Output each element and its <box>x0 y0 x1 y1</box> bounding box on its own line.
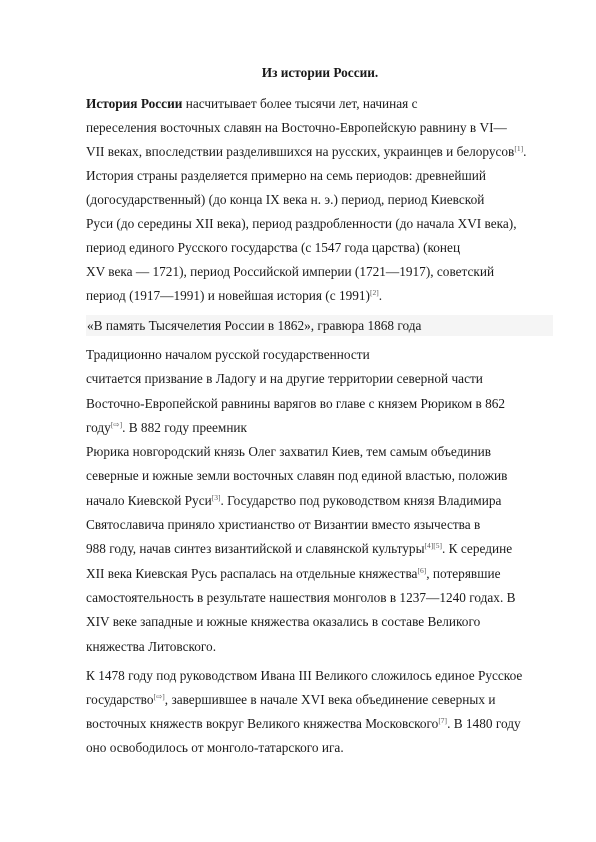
text-line: (догосударственный) (до конца IX века н. э.) период, период Киевской <box>86 192 485 207</box>
bold-term[interactable]: История России <box>86 96 183 111</box>
text-line <box>86 712 554 736</box>
text-line: XIV веке западные и южные княжества оказались в составе Великого <box>86 614 481 630</box>
text-run: период (1917—1991) и новейшая история (с 1991) <box>86 288 370 303</box>
text-line: переселения восточных славян на Восточно-Европейскую равнину в VI— <box>86 120 507 135</box>
text-line: Традиционно началом русской государственности <box>86 347 370 362</box>
footnote-ref[interactable]: [⇨] <box>153 692 165 701</box>
text-run: , завершившее в начале XVI века объединение северных и <box>164 692 496 707</box>
text-line: Святославича приняло христианство от Византии вместо язычества в <box>86 517 481 533</box>
text-line: История страны разделяется примерно на семь периодов: древнейший <box>86 168 486 183</box>
footnote-ref[interactable]: [6] <box>417 565 427 575</box>
text-run: . В 1480 году <box>447 716 521 731</box>
text-line: XV века — 1721), период Российской империи (1721—1917), советский <box>86 264 495 279</box>
text-run: 988 году, начав синтез византийской и славянской культуры <box>86 541 425 557</box>
text-line: период единого Русского государства (с 1547 года царства) (конец <box>86 240 461 255</box>
image-caption: «В память Тысячелетия России в 1862», гравюра 1868 года <box>86 315 553 336</box>
text-line <box>86 688 554 712</box>
text-line: К 1478 году под руководством Ивана III Великого сложилось единое Русское <box>86 668 523 683</box>
text-run: году <box>86 419 111 435</box>
text-run: насчитывает более тысячи лет, начиная с <box>182 96 418 111</box>
text-run: , потерявшие <box>426 565 501 581</box>
text-line <box>86 416 554 440</box>
text-line: Руси (до середины XII века), период раздробленности (до начала XVI века), <box>86 216 517 231</box>
text-line: северные и южные земли восточных славян под единой властью, положив <box>86 468 508 484</box>
text-line <box>86 537 554 561</box>
text-line: Восточно-Европейской равнины варягов во главе с князем Рюриком в 862 <box>86 395 506 411</box>
text-line <box>86 140 554 164</box>
text-run: . <box>523 144 527 159</box>
text-line: Рюрика новгородский князь Олег захватил Киев, тем самым объединив <box>86 444 491 460</box>
text-line: княжества Литовского. <box>86 638 217 654</box>
text-run: . <box>378 288 383 303</box>
footnote-ref[interactable]: [4][5] <box>424 541 443 551</box>
paragraph-unification <box>86 664 554 760</box>
text-run: . В 882 году преемник <box>122 419 248 435</box>
text-line <box>86 92 554 116</box>
text-line: самостоятельность в результате нашествия монголов в 1237—1240 годах. В <box>86 589 516 605</box>
text-run: XII века Киевская Русь распалась на отдельные княжества <box>86 565 418 581</box>
footnote-ref[interactable]: [⇨] <box>110 419 123 429</box>
footnote-ref[interactable]: [1] <box>514 144 524 153</box>
text-line <box>86 562 554 586</box>
text-run: . К середине <box>442 541 513 557</box>
text-run: государство <box>86 692 154 707</box>
text-line: считается призвание в Ладогу и на другие территории северной части <box>86 371 483 387</box>
paragraph-intro <box>86 92 554 308</box>
footnote-ref[interactable]: [7] <box>438 716 448 725</box>
text-run: . Государство под руководством князя Владимира <box>220 492 502 508</box>
text-run: восточных княжеств вокруг Великого княжества Московского <box>86 716 439 731</box>
footnote-ref[interactable]: [3] <box>211 492 221 502</box>
paragraph-origins <box>86 343 554 659</box>
text-line <box>86 284 554 308</box>
document-title: Из истории России. <box>261 65 379 80</box>
text-run: начало Киевской Руси <box>86 492 212 508</box>
footnote-ref[interactable]: [2] <box>370 288 379 297</box>
text-run: VII веках, впоследствии разделившихся на русских, украинцев и белорусов <box>86 144 515 159</box>
text-line: оно освободилось от монголо-татарского ига. <box>86 740 344 755</box>
text-line <box>86 489 554 513</box>
